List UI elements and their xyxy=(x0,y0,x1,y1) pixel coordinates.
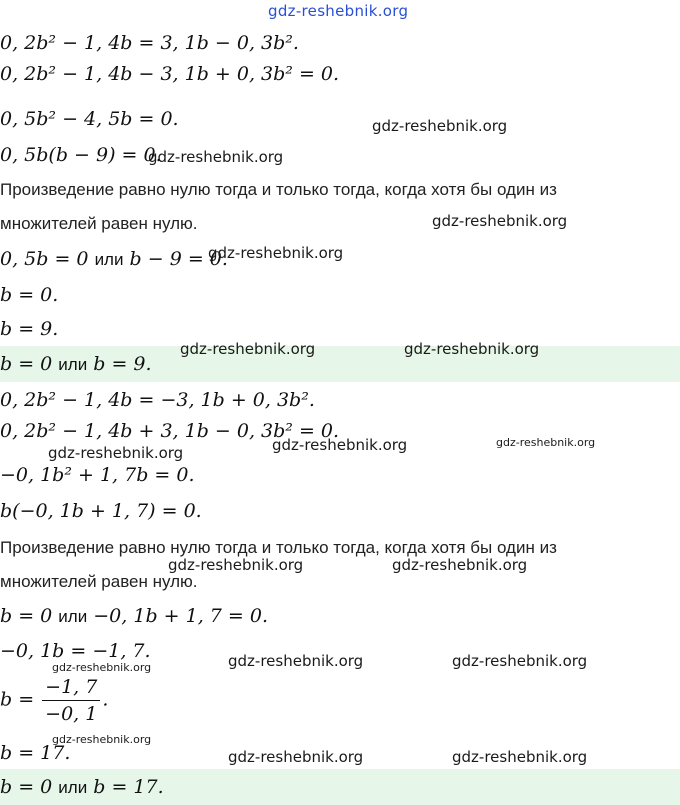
watermark: gdz-reshebnik.org xyxy=(392,556,528,574)
or-word: или xyxy=(58,607,88,626)
equation-line xyxy=(0,248,228,270)
fraction-denominator: −0, 1 xyxy=(45,703,98,725)
equation-line: b(−0, 1b + 1, 7) = 0. xyxy=(0,500,202,522)
equation-line: 0, 5b² − 4, 5b = 0. xyxy=(0,108,179,130)
watermark: gdz-reshebnik.org xyxy=(180,340,316,358)
answer-part: b = 0 xyxy=(0,776,53,798)
equation-line: 0, 2b² − 1, 4b = 3, 1b − 0, 3b². xyxy=(0,32,299,54)
equation-line: 0, 2b² − 1, 4b + 3, 1b − 0, 3b² = 0. xyxy=(0,420,340,442)
watermark: gdz-reshebnik.org xyxy=(404,340,540,358)
fraction-numerator: −1, 7 xyxy=(42,676,100,701)
equation-part: 0, 5b = 0 xyxy=(0,248,89,270)
fraction xyxy=(42,676,100,725)
watermark: gdz-reshebnik.org xyxy=(272,436,408,454)
equation-line: b = 0. xyxy=(0,284,59,306)
equation-part: b = 0 xyxy=(0,605,53,627)
or-word: или xyxy=(94,250,124,269)
rule-text: множителей равен нулю. xyxy=(0,214,198,233)
rule-text: Произведение равно нулю тогда и только тогда, когда хотя бы один из xyxy=(0,538,557,557)
equation-part: b − 9 = 0. xyxy=(129,248,228,270)
or-word: или xyxy=(58,355,88,374)
watermark: gdz-reshebnik.org xyxy=(452,652,588,670)
or-word: или xyxy=(58,778,88,797)
fraction-lhs: b = xyxy=(0,688,35,711)
equation-line: 0, 2b² − 1, 4b − 3, 1b + 0, 3b² = 0. xyxy=(0,63,340,85)
watermark: gdz-reshebnik.org xyxy=(228,652,364,670)
rule-text: Произведение равно нулю тогда и только тогда, когда хотя бы один из xyxy=(0,180,557,199)
equation-line: b = 17. xyxy=(0,742,71,764)
watermark: gdz-reshebnik.org xyxy=(52,733,152,746)
watermark: gdz-reshebnik.org xyxy=(168,556,304,574)
fraction-end: . xyxy=(102,688,109,711)
answer-part: b = 9. xyxy=(93,353,152,375)
equation-line: −0, 1b = −1, 7. xyxy=(0,640,151,662)
watermark: gdz-reshebnik.org xyxy=(496,436,596,449)
watermark: gdz-reshebnik.org xyxy=(228,748,364,766)
answer-line xyxy=(0,353,152,375)
watermark: gdz-reshebnik.org xyxy=(208,244,344,262)
equation-line xyxy=(0,605,268,627)
watermark: gdz-reshebnik.org xyxy=(52,661,152,674)
watermark: gdz-reshebnik.org xyxy=(148,148,284,166)
equation-part: −0, 1b + 1, 7 = 0. xyxy=(93,605,268,627)
watermark: gdz-reshebnik.org xyxy=(452,748,588,766)
watermark: gdz-reshebnik.org xyxy=(48,444,184,462)
equation-line: b = 9. xyxy=(0,318,59,340)
equation-line: 0, 5b(b − 9) = 0. xyxy=(0,144,162,166)
equation-line: −0, 1b² + 1, 7b = 0. xyxy=(0,464,195,486)
equation-line: 0, 2b² − 1, 4b = −3, 1b + 0, 3b². xyxy=(0,389,315,411)
answer-part: b = 0 xyxy=(0,353,53,375)
answer-line xyxy=(0,776,164,798)
answer-part: b = 17. xyxy=(93,776,164,798)
watermark-top: gdz-reshebnik.org xyxy=(268,2,409,20)
watermark: gdz-reshebnik.org xyxy=(432,212,568,230)
rule-text: множителей равен нулю. xyxy=(0,572,198,591)
fraction-line xyxy=(0,676,108,725)
watermark: gdz-reshebnik.org xyxy=(372,117,508,135)
